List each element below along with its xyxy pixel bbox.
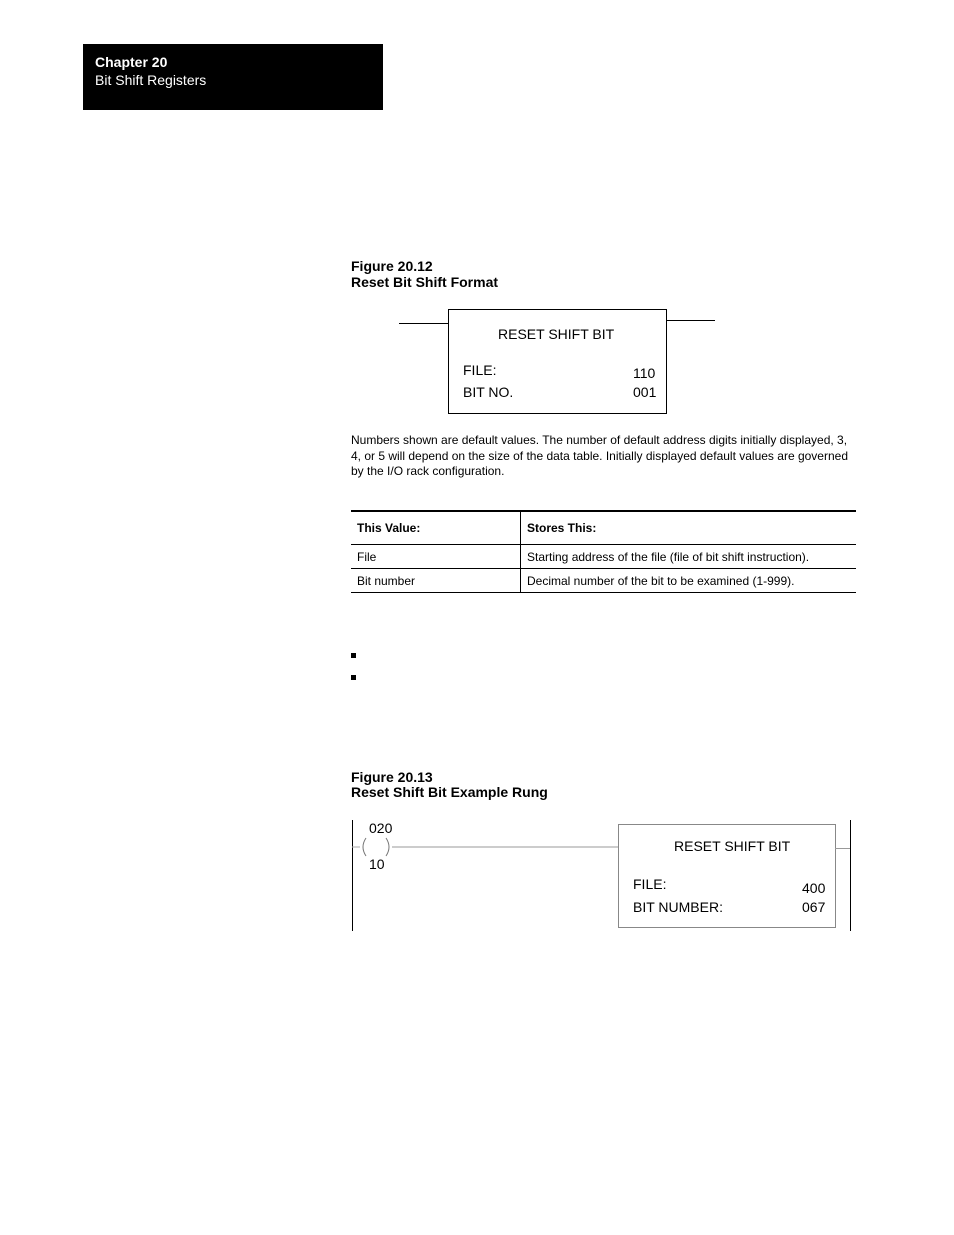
contact-bit-address: 10: [369, 856, 385, 872]
file-label: FILE:: [633, 876, 667, 892]
input-wire: [399, 323, 448, 324]
chapter-header: [83, 44, 383, 110]
reset-shift-bit-format-block: [448, 309, 667, 414]
file-label: FILE:: [463, 362, 497, 378]
table-header-stores: Stores This:: [527, 521, 597, 535]
table-cell: Starting address of the file (file of bit shift instruction).: [527, 549, 810, 564]
block-title: RESET SHIFT BIT: [498, 326, 615, 342]
block-title: RESET SHIFT BIT: [674, 838, 791, 854]
table-cell: Bit number: [351, 569, 521, 593]
output-wire: [667, 320, 715, 321]
figure-2-number: Figure 20.13: [351, 769, 433, 785]
chapter-number: Chapter 20: [95, 54, 168, 70]
right-power-rail: [850, 820, 851, 931]
figure-1-title: Reset Bit Shift Format: [351, 274, 499, 290]
table-cell: Decimal number of the bit to be examined (1-999).: [527, 573, 795, 588]
bit-value: 001: [633, 384, 657, 400]
figure-2-title: Reset Shift Bit Example Rung: [351, 784, 548, 800]
file-value: 110: [633, 365, 656, 381]
examine-on-contact-icon: [352, 836, 622, 858]
file-value: 400: [802, 880, 826, 896]
bullet-marker: [351, 653, 356, 658]
bullet-marker: [351, 675, 356, 680]
contact-word-address: 020: [369, 820, 393, 836]
table-cell: File: [351, 545, 521, 569]
bit-label: BIT NUMBER:: [633, 899, 723, 915]
table-row: [351, 569, 856, 593]
values-table: [351, 510, 856, 593]
figure-1-number: Figure 20.12: [351, 258, 433, 274]
bit-label: BIT NO.: [463, 384, 514, 400]
table-header-row: [351, 512, 856, 545]
table-row: [351, 545, 856, 569]
output-wire: [835, 848, 850, 849]
default-values-note: Numbers shown are default values. The number of default address digits initially displayed, 3, 4, or 5 will depend on the size of the data table. Initially displayed default values are governed by the I/O rack configuration.: [351, 433, 848, 478]
chapter-title: Bit Shift Registers: [95, 72, 207, 88]
bit-value: 067: [802, 899, 826, 915]
table-header-value: This Value:: [351, 512, 521, 545]
reset-shift-bit-example-block: [618, 824, 836, 928]
